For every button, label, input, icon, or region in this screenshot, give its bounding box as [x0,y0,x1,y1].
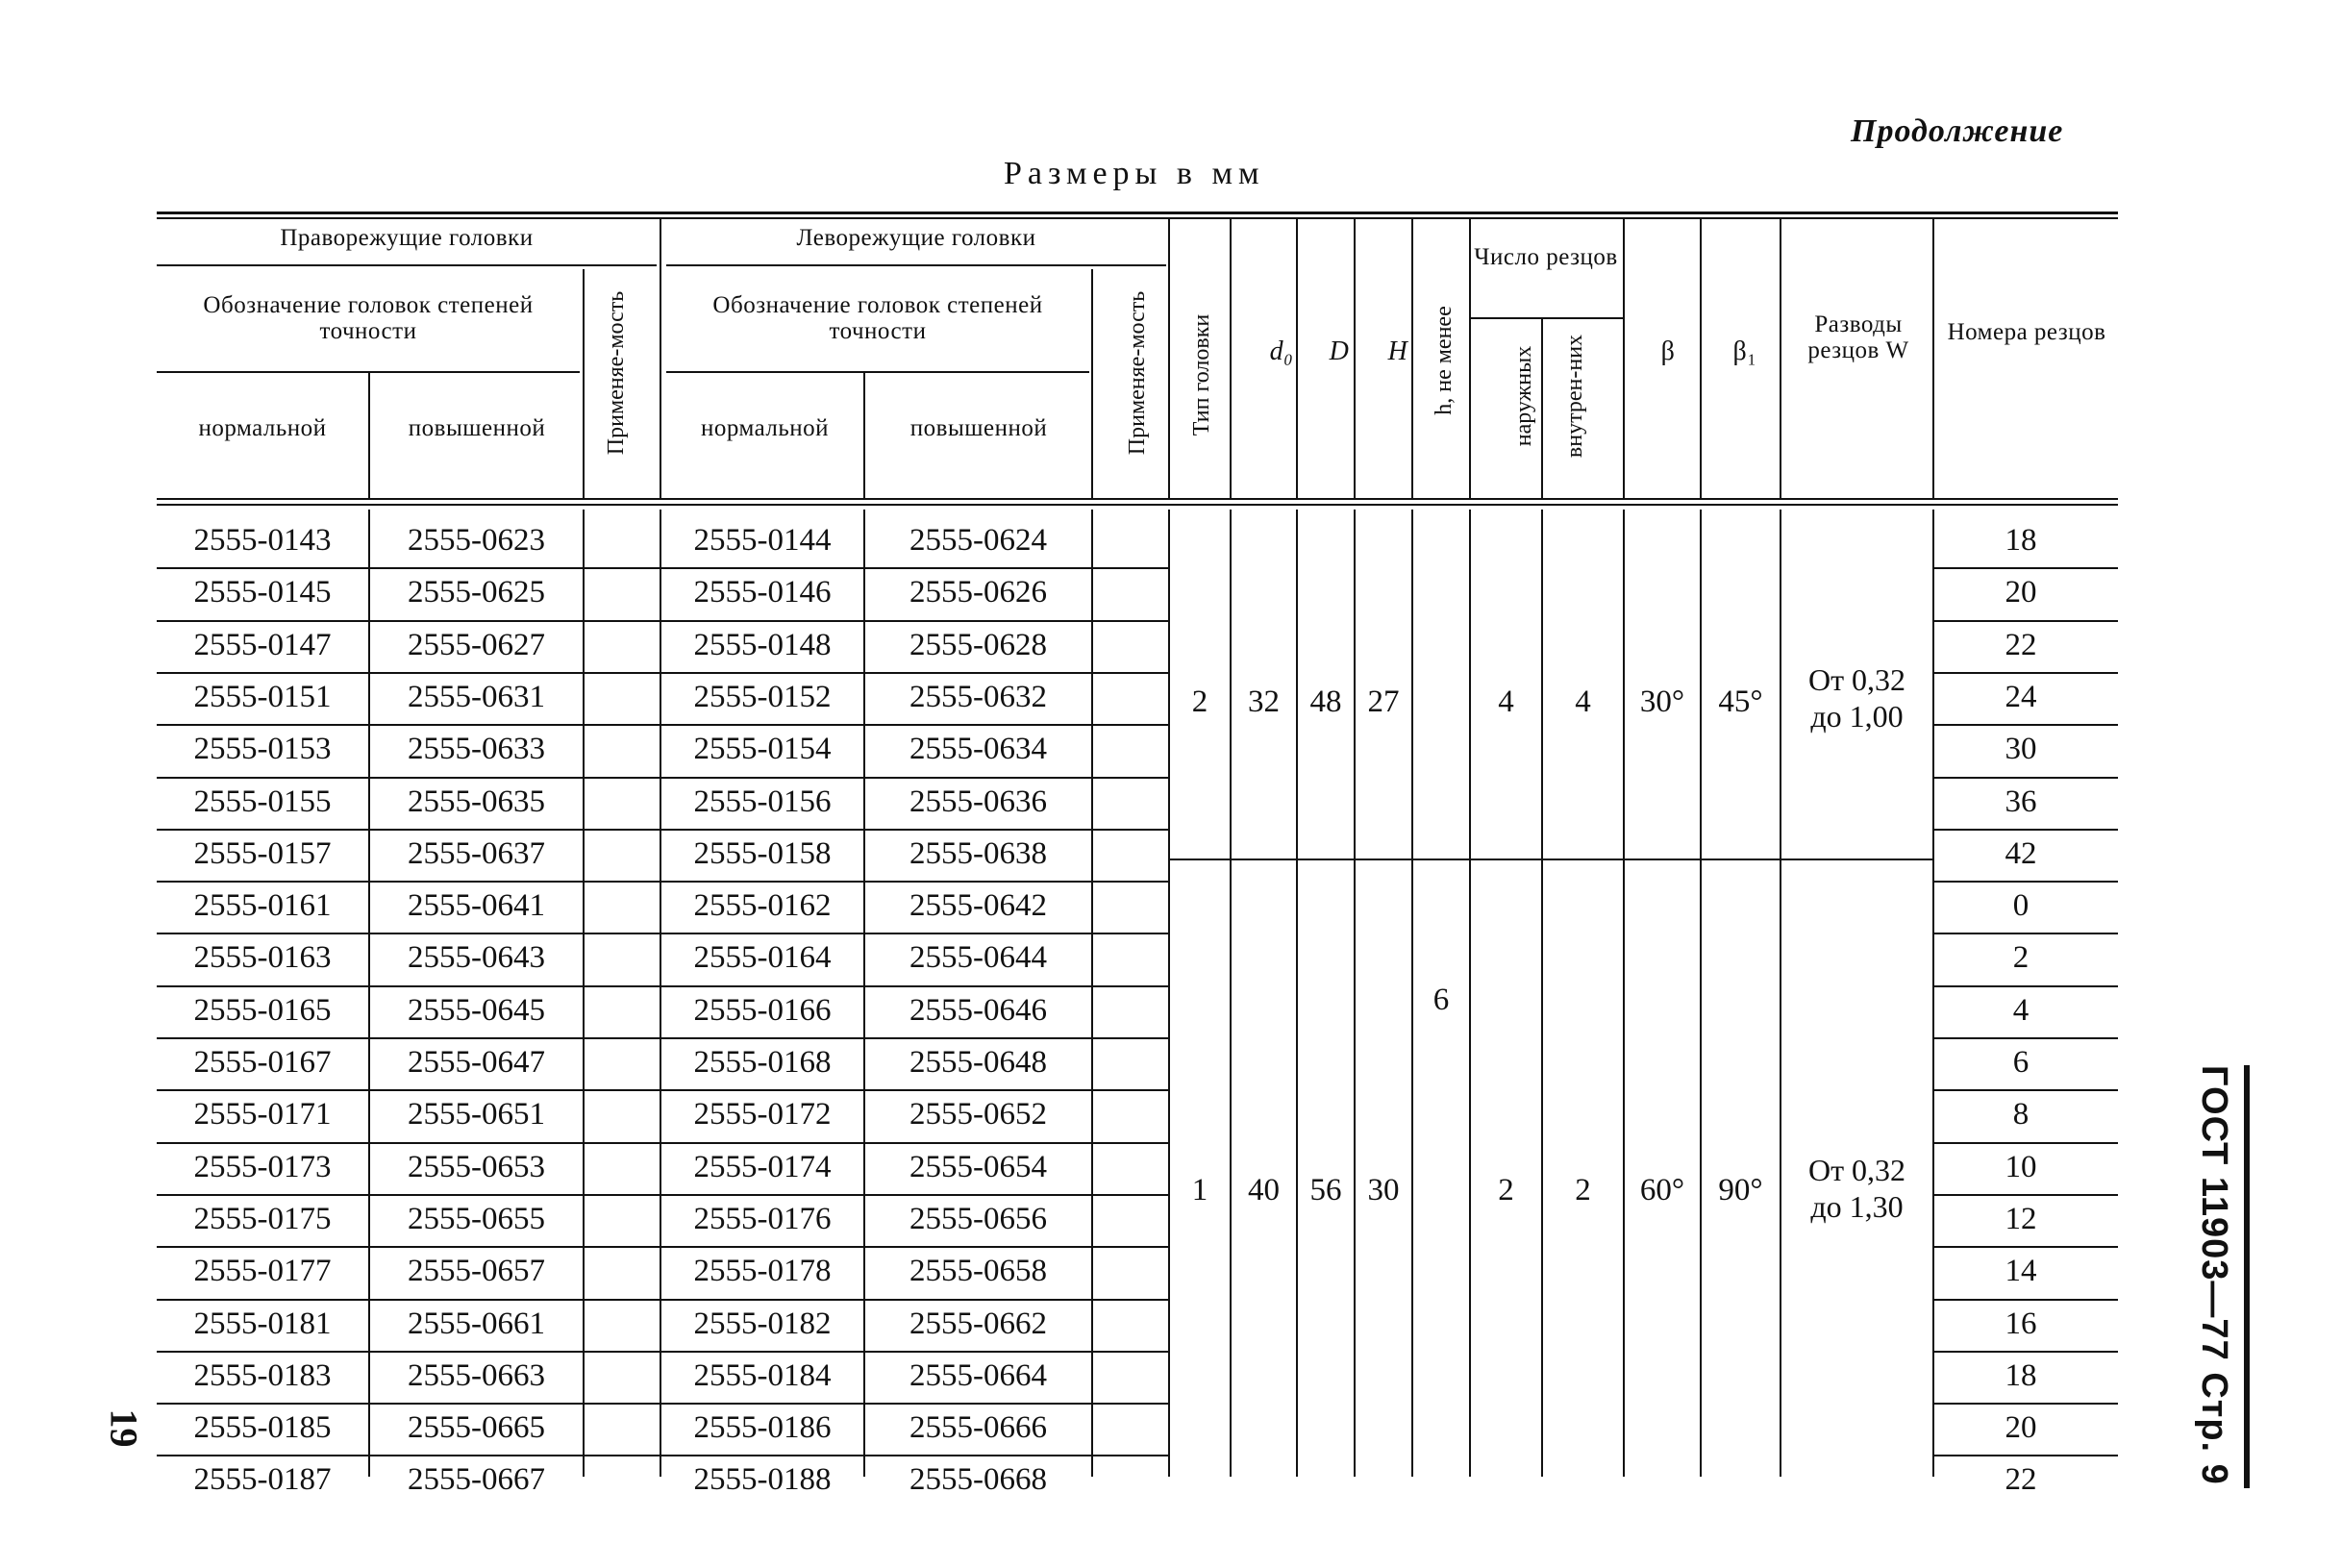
hdr-line [1469,317,1623,319]
right-normal-cell: 2555-0171 [193,1097,332,1132]
left-increased-cell: 2555-0654 [909,1149,1047,1184]
left-normal-cell: 2555-0152 [693,679,832,714]
row-rule [1934,829,2118,831]
col-sep [863,510,865,1477]
row-rule [1934,1351,2118,1353]
cutter-number-cell: 10 [2005,1149,2037,1184]
cutter-number-cell: 12 [2005,1201,2037,1236]
right-increased-cell: 2555-0667 [408,1462,545,1498]
spread-header: Разводы резцов W [1807,311,1909,363]
col-sep [1296,219,1298,498]
right-increased-cell: 2555-0633 [408,732,545,767]
left-normal-cell: 2555-0146 [693,575,832,610]
left-increased-cell: 2555-0662 [909,1306,1047,1341]
row-rule [1934,1403,2118,1405]
normal-header-left: нормальной [700,415,830,441]
cutter-number-cell: 22 [2005,627,2037,662]
col-sep [1541,510,1543,1477]
D-g1: 48 [1309,684,1342,719]
right-normal-cell: 2555-0155 [193,784,332,819]
standard-sidebar [2190,1065,2248,1488]
row-rule [1934,1089,2118,1091]
right-normal-cell: 2555-0151 [193,679,332,714]
col-sep [1354,219,1356,498]
col-sep [863,373,865,498]
row-rule [157,1299,1170,1301]
continuation-label: Продолжение [1851,113,2064,149]
applicability-header-right: Применяе-мость [604,290,629,456]
row-rule [157,1194,1170,1196]
row-rule [157,672,1170,674]
left-normal-cell: 2555-0166 [693,992,832,1028]
left-normal-cell: 2555-0188 [693,1462,832,1498]
right-normal-cell: 2555-0181 [193,1306,332,1341]
left-increased-cell: 2555-0642 [909,888,1047,924]
head-type-header: Тип головки [1189,313,1214,436]
right-normal-cell: 2555-0147 [193,627,332,662]
cutter-number-cell: 16 [2005,1306,2037,1341]
cutter-numbers-header: Номера резцов [1947,319,2106,345]
col-sep [1469,510,1471,1477]
beta-g2: 60° [1639,1173,1685,1207]
left-normal-cell: 2555-0158 [693,835,832,871]
d0-g1: 32 [1248,684,1280,719]
d0-header: d₀ [1269,336,1294,366]
col-sep [1700,510,1702,1477]
right-increased-cell: 2555-0655 [408,1201,545,1236]
row-rule [1934,1142,2118,1144]
left-normal-cell: 2555-0178 [693,1254,832,1289]
sidebar-rule [2244,1065,2250,1488]
spread-g1-line2: до 1,00 [1810,699,1904,734]
outer-g1: 4 [1498,684,1514,719]
H-g1: 27 [1367,684,1400,719]
left-increased-cell: 2555-0646 [909,992,1047,1028]
spread-g1 [1781,661,1932,734]
inner-g2: 2 [1575,1173,1591,1207]
row-rule [157,1142,1170,1144]
left-increased-cell: 2555-0634 [909,732,1047,767]
left-increased-cell: 2555-0638 [909,835,1047,871]
header-rule [157,498,2118,500]
row-rule [157,777,1170,779]
beta1-g1: 45° [1718,684,1763,719]
right-increased-cell: 2555-0623 [408,523,545,558]
row-rule [1934,1299,2118,1301]
col-sep [1932,510,1934,1477]
left-normal-cell: 2555-0176 [693,1201,832,1236]
cutter-number-cell: 36 [2005,784,2037,819]
top-rule-2 [157,217,2118,219]
left-normal-cell: 2555-0182 [693,1306,832,1341]
row-rule [157,1403,1170,1405]
left-increased-cell: 2555-0648 [909,1045,1047,1080]
row-rule [1934,672,2118,674]
left-increased-cell: 2555-0656 [909,1201,1047,1236]
cutter-number-cell: 24 [2005,679,2037,714]
cutter-number-cell: 18 [2005,523,2037,558]
right-increased-cell: 2555-0625 [408,575,545,610]
left-increased-cell: 2555-0626 [909,575,1047,610]
col-sep [1230,219,1232,498]
cutter-number-cell: 22 [2005,1462,2037,1498]
col-sep [1354,510,1356,1477]
inner-header: внутрен-них [1562,334,1587,459]
row-rule [157,933,1170,934]
h-min-header: h, не менее [1432,306,1457,415]
left-heads-title: Леворежущие головки [796,225,1036,251]
right-normal-cell: 2555-0173 [193,1149,332,1184]
row-rule [1934,1037,2118,1039]
applicability-header-left: Применяе-мость [1125,290,1150,456]
left-increased-cell: 2555-0658 [909,1254,1047,1289]
normal-header-right: нормальной [198,415,327,441]
H-g2: 30 [1367,1173,1400,1207]
left-increased-cell: 2555-0632 [909,679,1047,714]
inner-g1: 4 [1575,684,1591,719]
col-sep [368,373,370,498]
left-normal-cell: 2555-0164 [693,940,832,976]
left-increased-cell: 2555-0644 [909,940,1047,976]
right-increased-cell: 2555-0635 [408,784,545,819]
D-g2: 56 [1309,1173,1342,1207]
cutter-number-cell: 42 [2005,835,2037,871]
left-normal-cell: 2555-0154 [693,732,832,767]
col-sep [1230,510,1232,1477]
group-split [1170,859,1932,860]
right-normal-cell: 2555-0177 [193,1254,332,1289]
col-sep [368,510,370,1477]
left-normal-cell: 2555-0144 [693,523,832,558]
beta-g1: 30° [1639,684,1685,719]
row-rule [1934,567,2118,569]
right-normal-cell: 2555-0165 [193,992,332,1028]
beta1-g2: 90° [1718,1173,1763,1207]
cutter-number-cell: 0 [2012,888,2030,924]
left-normal-cell: 2555-0172 [693,1097,832,1132]
row-rule [157,567,1170,569]
row-rule [157,1246,1170,1248]
page-number: 19 [102,1408,146,1448]
outer-g2: 2 [1498,1173,1514,1207]
hdr-line [666,371,1089,373]
spread-g2-line1: От 0,32 [1807,1153,1906,1187]
cutter-number-cell: 30 [2005,732,2037,767]
row-rule [157,1089,1170,1091]
right-increased-cell: 2555-0645 [408,992,545,1028]
left-normal-cell: 2555-0168 [693,1045,832,1080]
left-normal-cell: 2555-0184 [693,1357,832,1393]
cutter-number-cell: 18 [2005,1357,2037,1393]
D-header: D [1329,336,1350,366]
right-increased-cell: 2555-0637 [408,835,545,871]
spread-g2-line2: до 1,30 [1810,1189,1904,1224]
col-sep [660,219,661,498]
row-rule [1934,1246,2118,1248]
row-rule [157,1455,1170,1456]
col-sep [1411,219,1413,498]
col-sep [1780,219,1781,498]
row-rule [157,724,1170,726]
col-sep [1541,317,1543,498]
left-increased-cell: 2555-0628 [909,627,1047,662]
row-rule [157,1037,1170,1039]
col-sep [1700,219,1702,498]
row-rule [157,829,1170,831]
right-increased-cell: 2555-0647 [408,1045,545,1080]
cutter-number-cell: 6 [2012,1045,2030,1080]
col-sep [1623,510,1625,1477]
right-normal-cell: 2555-0161 [193,888,332,924]
row-rule [157,620,1170,622]
row-rule [1934,1455,2118,1456]
left-increased-cell: 2555-0668 [909,1462,1047,1498]
top-rule [157,212,2118,214]
right-increased-cell: 2555-0641 [408,888,545,924]
col-sep [1168,510,1170,1477]
row-rule [157,881,1170,883]
right-normal-cell: 2555-0183 [193,1357,332,1393]
right-normal-cell: 2555-0185 [193,1410,332,1446]
right-heads-title: Праворежущие головки [280,225,534,251]
beta-header: β [1660,336,1676,366]
right-normal-cell: 2555-0157 [193,835,332,871]
col-sep [1296,510,1298,1477]
right-increased-cell: 2555-0661 [408,1306,545,1341]
outer-header: наружных [1511,345,1536,447]
col-sep [1932,219,1934,498]
right-increased-cell: 2555-0627 [408,627,545,662]
left-increased-cell: 2555-0624 [909,523,1047,558]
left-increased-cell: 2555-0666 [909,1410,1047,1446]
cutters-count-header: Число резцов [1474,244,1618,270]
cutter-number-cell: 20 [2005,1410,2037,1446]
right-increased-cell: 2555-0657 [408,1254,545,1289]
cutter-number-cell: 14 [2005,1254,2037,1289]
col-sep [583,510,585,1477]
right-increased-cell: 2555-0643 [408,940,545,976]
right-increased-cell: 2555-0663 [408,1357,545,1393]
right-increased-cell: 2555-0653 [408,1149,545,1184]
beta1-header: β₁ [1732,336,1757,366]
hdr-line [666,264,1166,266]
header-rule-2 [157,504,2118,506]
right-increased-cell: 2555-0665 [408,1410,545,1446]
right-normal-cell: 2555-0175 [193,1201,332,1236]
left-increased-cell: 2555-0636 [909,784,1047,819]
right-increased-cell: 2555-0651 [408,1097,545,1132]
cutter-number-cell: 20 [2005,575,2037,610]
row-rule [1934,777,2118,779]
left-increased-cell: 2555-0652 [909,1097,1047,1132]
col-sep [1091,510,1093,1477]
designation-header-left: Обозначение головок степеней точности [712,292,1043,344]
row-rule [157,985,1170,987]
col-sep [1623,219,1625,498]
cutter-number-cell: 8 [2012,1097,2030,1132]
row-rule [157,1351,1170,1353]
h-min-value: 6 [1432,983,1450,1017]
right-normal-cell: 2555-0153 [193,732,332,767]
spread-g2 [1781,1152,1932,1225]
col-sep [583,269,585,498]
increased-header-right: повышенной [408,415,546,441]
row-rule [1934,881,2118,883]
right-normal-cell: 2555-0145 [193,575,332,610]
col-sep [1469,219,1471,498]
left-normal-cell: 2555-0148 [693,627,832,662]
spread-g1-line1: От 0,32 [1807,662,1906,697]
head-type-g2: 1 [1191,1173,1208,1207]
left-normal-cell: 2555-0156 [693,784,832,819]
col-sep [1780,510,1781,1477]
increased-header-left: повышенной [909,415,1048,441]
left-increased-cell: 2555-0664 [909,1357,1047,1393]
dimensions-table [157,212,2118,1498]
hdr-line [157,264,657,266]
row-rule [1934,985,2118,987]
head-type-g1: 2 [1191,684,1208,719]
row-rule [1934,933,2118,934]
right-normal-cell: 2555-0187 [193,1462,332,1498]
col-sep [1091,269,1093,498]
left-normal-cell: 2555-0174 [693,1149,832,1184]
row-rule [1934,724,2118,726]
standard-designation: ГОСТ 11903—77 Стр. 9 [2194,1065,2234,1485]
cutter-number-cell: 2 [2012,940,2030,976]
right-normal-cell: 2555-0163 [193,940,332,976]
H-header: H [1387,336,1408,366]
right-normal-cell: 2555-0167 [193,1045,332,1080]
col-sep [660,510,661,1477]
row-rule [1934,1194,2118,1196]
d0-g2: 40 [1248,1173,1280,1207]
left-normal-cell: 2555-0162 [693,888,832,924]
right-normal-cell: 2555-0143 [193,523,332,558]
left-normal-cell: 2555-0186 [693,1410,832,1446]
col-sep [1168,219,1170,498]
cutter-number-cell: 4 [2012,992,2030,1028]
row-rule [1934,620,2118,622]
right-increased-cell: 2555-0631 [408,679,545,714]
designation-header-right: Обозначение головок степеней точности [203,292,534,344]
dimensions-note: Размеры в мм [1004,156,1265,191]
